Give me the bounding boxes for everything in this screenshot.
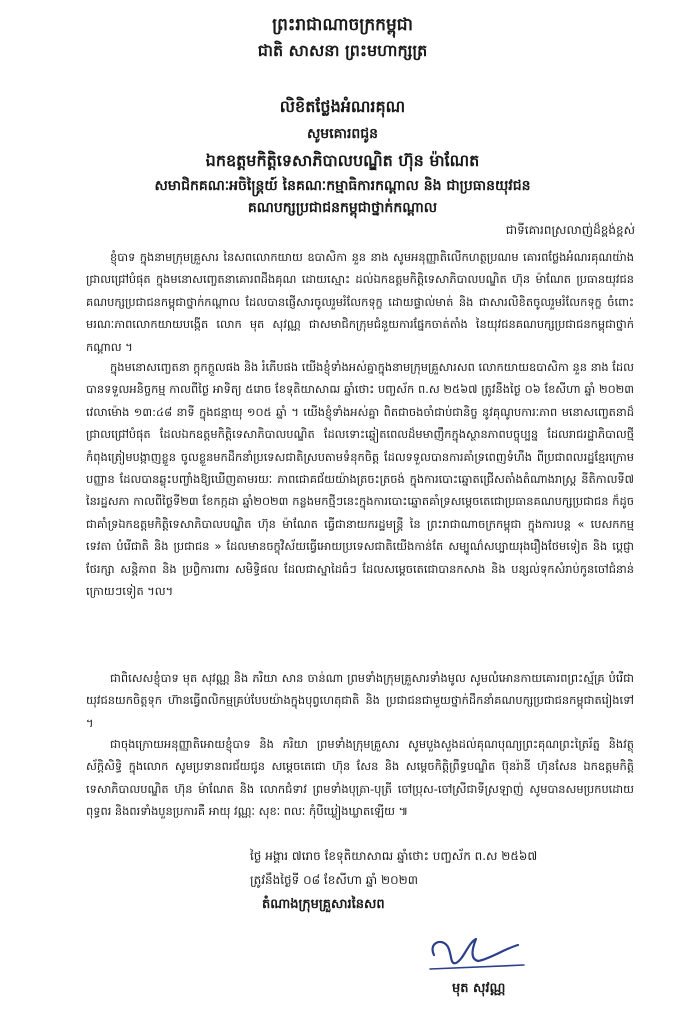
body-paragraph-4: ជាចុងក្រោយអនុញ្ញាតិអោយខ្ញុំបាទ និង ភរិយា ព្រមទាំងក្រុមគ្រួសារ សូមបួងសួងដល់គុណបុណ្យព្រះគុណព្រះត្រៃរ័ត្ន និងវត្ថុស័ក្តិសិទ្ធិ ក្នុងលោក សូមប្រទានពរជ័យជូន សម្តេចតេជោ ហ៊ុន សែន និង សម្តេចកិត្តិព្រឹទ្ធបណ្ឌិត ប៊ុនរ៉ានី ហ៊ុនសែន ឯកឧត្តមកិត្តិទេសាភិបាលបណ្ឌិត ហ៊ុន ម៉ាណែត និង លោកជំទាវ ព្រមទាំងបុត្រា-បុត្រី ចៅប្រុស-ចៅស្រីជាទីស្រឡាញ់ សូមបានសមប្រកបដោយពុទ្ធពរ និងពរទាំងបួនប្រការគឺ អាយុ វណ្ណៈ សុខៈ ពលៈ កុំបីឃ្លៀងឃ្លាតឡើយ ៕: [86, 737, 634, 819]
letter-title: លិខិតថ្លែងអំណរគុណ: [279, 97, 406, 116]
recipient-name: ឯកឧត្តមកិត្តិទេសាភិបាលបណ្ឌិត ហ៊ុន ម៉ាណែត: [205, 151, 480, 170]
recipient-role-line-2: គណបក្សប្រជាជនកម្ពុជាថ្នាក់កណ្តាល: [247, 200, 438, 216]
solar-date: ត្រូវនឹងថ្ងៃទី ០៨ ខែសីហា ឆ្នាំ ២០២៣: [250, 873, 418, 887]
signature-icon: [420, 925, 530, 977]
lunar-date: ថ្ងៃ អង្គារ ៧រោច ខែទុតិយាសាឍ ឆ្នាំថោះ បញ្ចស័ក ព.ស ២៥៦៧: [250, 849, 538, 863]
signing-organization: តំណាងក្រុមគ្រួសារនៃសព: [262, 897, 385, 912]
body-paragraph-1: ខ្ញុំបាទ ក្នុងនាមក្រុមគ្រួសារ នៃសពលោកយាយ ឧបាសិកា នួន នាង សូមអនុញ្ញាតិលើកហត្ថប្រណម គោរពថ្លែងអំណរគុណយ៉ាងជ្រាលជ្រៅបំផុត ក្នុងមនោសញ្ចេតនាគោរពដឹងគុណ ដោយស្មោះ ដល់ឯកឧត្តមកិត្តិទេសាភិបាលបណ្ឌិត ហ៊ុន ម៉ាណែត ប្រធានយុវជន គណបក្សប្រជាជនកម្ពុជាថ្នាក់កណ្តាល ដែលបានផ្ញើសារចូលរួមរំលែកទុក្ខ ដោយផ្ទាល់មាត់ និង ជាសារលិខិតចូលរួមរំលែកទុក្ខ ចំពោះមរណៈភាពលោកយាយបង្កើត លោក មុត សុវណ្ណ ជាសមាជិកក្រុមជំនួយការផ្នែកចាត់តាំង នៃយុវជនគណបក្សប្រជាជនកម្ពុជាថ្នាក់កណ្តាល ។: [86, 250, 634, 354]
recipient-role-line-1: សមាជិកគណៈអចិន្ត្រៃយ៍ នៃគណៈកម្មាធិការកណ្តាល និង ជាប្រធានយុវជន: [154, 178, 531, 194]
body-paragraph-2: ក្នុងមនោសញ្ចេតនា ក្តុកក្តួលផង និង រំភើបផង យើងខ្ញុំទាំងអស់គ្នាក្នុងនាមក្រុមគ្រួសារសព លោកយាយឧបាសិកា នួន នាង ដែលបានទទួលអនិច្ចកម្ម កាលពីថ្ងៃ អាទិត្យ ៥រោច ខែទុតិយាសាឍ ឆ្នាំថោះ បញ្ចស័ក ព.ស ២៥៦៧ ត្រូវនឹងថ្ងៃ ០៦ ខែសីហា ឆ្នាំ ២០២៣ វេលាម៉ោង ១៣:៤៨ នាទី ក្នុងជន្មាយុ ១០៥ ឆ្នាំ ។ យើងខ្ញុំទាំងអស់គ្នា ពិតជាចងចាំជាប់ជានិច្ច នូវគុណូបការៈភាព មនោសញ្ចេតនាដ៏ជ្រាលជ្រៅបំផុត ដែលឯកឧត្តមកិត្តិទេសាភិបាលបណ្ឌិត ដែលទោះឆ្នៀតពេលដ៏មមាញឹកក្នុងស្ថានភាពបច្ចុប្បន្ន ដែលរាជរដ្ឋាភិបាលថ្មីកំពុងត្រៀមបង្កាញខ្លួន ចូលខ្លួនមកដឹកនាំប្រទេសជាតិស្របតាមទំនុកចិត្ត ដែលទទួលបានការគាំទ្រពេញទំហឹង ពីប្រជាពលរដ្ឋខ្មែរក្រោមបញ្ញាន ដែលបានឆ្លុះបញ្ចាំងឱ្យឃើញតាមរយៈ ភាពជោគជ័យយ៉ាងត្រចះត្រចង់ ក្នុងការបោះឆ្នោតជ្រើសតាំងតំណាងរាស្ត្រ នីតិកាលទី៧ នៃរដ្ឋសភា កាលពីថ្ងៃទី២៣ ខែកក្កដា ឆ្នាំ២០២៣ កន្លងមកថ្មីៗនេះក្នុងការបោះឆ្នោតគាំទ្រសម្តេចតេជោប្រធានគណបក្សប្រជាជន ក៏ដូចជាគាំទ្រឯកឧត្តមកិត្តិទេសាភិបាលបណ្ឌិត ហ៊ុន ម៉ាណែត ធ្វើជានាយករដ្ឋមន្ត្រី នៃ ព្រះរាជាណាចក្រកម្ពុជា ក្នុងការបន្ត « បេសកកម្មទេវតា បំរើជាតិ និង ប្រជាជន » ដែលមានចក្ខុវិស័យធ្វើអោយប្រទេសជាតិយើងកាន់តែ សម្បូណ៌សប្បាយរុងរឿងថែមទៀត និង ប្ដេជ្ញា ថែរក្សា សន្តិភាព និង ប្រព្ធិការពារ សមិទ្ធិផល ដែលជាស្នាដៃធំៗ ដែលសម្តេចតេជោបានកសាង និង បន្សល់ទុកសំរាប់កូនចៅជំនាន់ក្រោយៗទៀត ។ល។: [86, 360, 634, 599]
respectfully-to: សូមគោរពជូន: [306, 126, 379, 142]
kingdom-heading: ព្រះរាជាណាចក្រកម្ពុជា: [272, 15, 413, 35]
respect-note: ជាទីគោរពស្រលាញ់ដ៏ខ្ពង់ខ្ពស់: [505, 223, 635, 237]
signatory-name: មុត សុវណ្ណ: [452, 981, 506, 996]
motto-heading: ជាតិ សាសនា ព្រះមហាក្សត្រ: [257, 41, 428, 60]
body-paragraph-3: ជាពិសេសខ្ញុំបាទ មុត សុវណ្ណ និង ភរិយា សាន ចាន់ណា ព្រមទាំងក្រុមគ្រួសារទាំងមូល សូមលំអោនកាយគោរពព្រះស្ម័គ្រ បំរើជាយុវជនយកចិត្តទុក ហ៊ានធ្វើពលិកម្មគ្រប់បែបយ៉ាងក្នុងបុព្វហេតុជាតិ និង ប្រជាជនជាមួយថ្នាក់ដឹកនាំគណបក្សប្រជាជនកម្ពុជាតរៀងទៅ ។: [86, 671, 634, 730]
